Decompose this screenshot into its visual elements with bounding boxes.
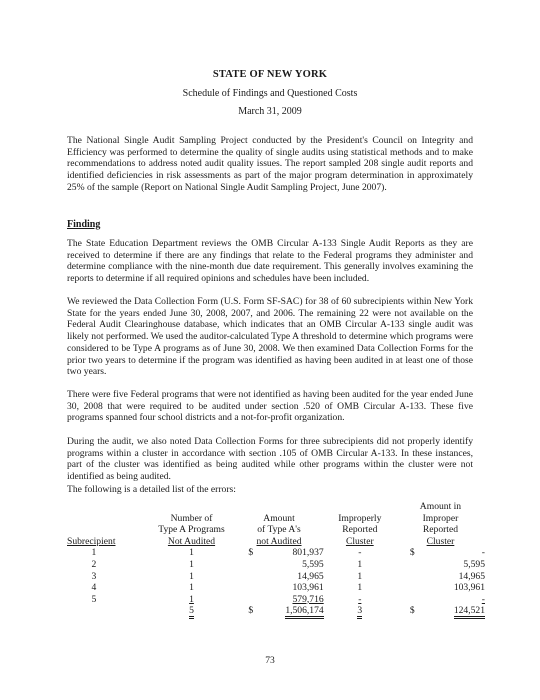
header-line: Cluster xyxy=(426,535,455,547)
page-number: 73 xyxy=(265,655,275,666)
value-improper: 1 xyxy=(357,558,363,570)
cell-programs xyxy=(149,559,235,571)
value-amount: 579,716 xyxy=(292,593,324,605)
header-amount xyxy=(234,501,323,547)
paragraph-federal-programs: There were five Federal programs that were not identified as having been audited for the year ended June 30, 2008 that were required to be audited under section .520 of OMB Circular A-133. These five programs spanned four school districts and a not-for-profit organization. xyxy=(67,389,473,424)
header-line xyxy=(234,501,323,513)
cell-improper xyxy=(324,594,396,606)
cell-subrecipient: 3 xyxy=(91,570,97,582)
table-row xyxy=(67,582,485,594)
cell-subrecipient: 1 xyxy=(91,547,97,559)
finding-heading: Finding xyxy=(67,219,101,230)
cell-improper-amount xyxy=(396,582,485,594)
value-amount: 14,965 xyxy=(297,570,324,582)
cell-improper xyxy=(324,571,396,583)
header-programs xyxy=(149,501,235,547)
cell-improper-amount xyxy=(396,547,485,559)
value-programs: 1 xyxy=(189,593,194,605)
cell-improper-amount xyxy=(396,559,485,571)
header-line: Reported xyxy=(342,524,378,536)
value-programs: 1 xyxy=(189,547,194,559)
header-line: Improper xyxy=(422,512,459,524)
table-header-row xyxy=(67,501,485,547)
header-line: Amount xyxy=(263,512,295,524)
paragraph-review: The State Education Department reviews the OMB Circular A-133 Single Audit Reports as they are received to determine if there are any findings that relate to the Federal programs they administer and determine compliance with the nine-month due date requirement. This generally involves examining the reports to determine if all required opinions and schedules have been included. xyxy=(67,238,473,285)
header-line xyxy=(67,524,149,536)
value-improper: - xyxy=(358,593,362,605)
currency-symbol: $ xyxy=(248,547,254,559)
table-row xyxy=(67,559,485,571)
cell-total-improper-amount xyxy=(396,605,485,617)
header-line: Not Audited xyxy=(167,535,216,547)
cell-subrecipient: 4 xyxy=(91,582,97,594)
cell-total-improper xyxy=(324,605,396,617)
cell-total-label xyxy=(67,605,149,617)
currency-symbol: $ xyxy=(248,605,254,617)
value-amount: 5,595 xyxy=(302,558,324,570)
cell-total-amount xyxy=(234,605,323,617)
intro-paragraph: The National Single Audit Sampling Project conducted by the President's Council on Integrity and Efficiency was performed to determine the quality of single audits using statistical methods and to make recommendations to address noted audit quality issues. The report sampled 208 single audit reports and identified deficiencies in risk assessments as part of the major program determination in approximately 25% of the sample (Report on National Single Audit Sampling Project, June 2007). xyxy=(67,135,473,193)
page-subtitle: Schedule of Findings and Questioned Costs xyxy=(182,88,358,99)
cell-amount xyxy=(234,582,323,594)
value-improper: - xyxy=(358,547,362,559)
value-improper-amount: 103,961 xyxy=(453,582,485,594)
total-improper: 3 xyxy=(357,605,362,619)
value-programs: 1 xyxy=(189,570,194,582)
paragraph-list-intro: The following is a detailed list of the errors: xyxy=(67,484,236,495)
value-improper-amount: 14,965 xyxy=(458,570,485,582)
currency-symbol: $ xyxy=(409,547,415,559)
cell-amount xyxy=(234,594,323,606)
header-line: Amount in xyxy=(419,501,462,512)
value-amount: 801,937 xyxy=(292,547,324,559)
cell-programs xyxy=(149,547,235,559)
total-programs: 5 xyxy=(189,605,194,619)
header-line: Number of xyxy=(170,512,213,524)
cell-improper xyxy=(324,582,396,594)
value-amount: 103,961 xyxy=(292,582,324,594)
cell-programs xyxy=(149,594,235,606)
cell-subrecipient: 5 xyxy=(91,593,97,605)
header-line: Subrecipient xyxy=(67,535,116,547)
page-date: March 31, 2009 xyxy=(238,106,302,117)
header-subrecipient xyxy=(67,501,149,547)
cell-subrecipient: 2 xyxy=(91,558,97,570)
value-improper-amount: - xyxy=(481,593,485,605)
table-row xyxy=(67,571,485,583)
table-total-row xyxy=(67,605,485,617)
paragraph-cluster: During the audit, we also noted Data Collection Forms for three subrecipients did not properly identify programs within a cluster in accordance with section .105 of OMB Circular A-133. In these instances, part of the cluster was identified as being audited while other programs within the cluster were not identified as being audited. xyxy=(67,436,473,483)
cell-improper-amount xyxy=(396,571,485,583)
header-improper xyxy=(324,501,396,547)
cell-amount xyxy=(234,559,323,571)
errors-table xyxy=(67,501,485,617)
header-line: of Type A's xyxy=(257,524,301,536)
value-programs: 1 xyxy=(189,582,194,594)
header-line xyxy=(67,513,149,525)
value-improper-amount: 5,595 xyxy=(463,558,485,570)
header-line xyxy=(324,501,396,513)
header-line: Reported xyxy=(422,524,459,536)
table-row xyxy=(67,547,485,559)
cell-programs xyxy=(149,571,235,583)
cell-amount xyxy=(234,547,323,559)
value-improper: 1 xyxy=(357,570,363,582)
currency-symbol: $ xyxy=(409,605,415,617)
cell-improper-amount xyxy=(396,594,485,606)
cell-improper xyxy=(324,547,396,559)
total-amount: 1,506,174 xyxy=(285,605,323,619)
paragraph-data-collection: We reviewed the Data Collection Form (U.S. Form SF-SAC) for 38 of 60 subrecipients within New York State for the years ended June 30, 2008, 2007, and 2006. The remaining 22 were not available on the Federal Audit Clearinghouse database, which indicates that an OMB Circular A-133 single audit was likely not performed. We used the auditor-calculated Type A threshold to determine which programs were considered to be Type A programs as of June 30, 2008. We then examined Data Collection Forms for the prior two years to determine if the program was identified as having been audited in at least one of those two years. xyxy=(67,296,473,378)
total-improper-amount: 124,521 xyxy=(454,605,485,619)
table-row xyxy=(67,594,485,606)
value-improper: 1 xyxy=(357,582,363,594)
header-improper-amount xyxy=(396,501,485,547)
header-line: not Audited xyxy=(256,535,302,547)
header-line: Improperly xyxy=(338,512,382,524)
cell-amount xyxy=(234,571,323,583)
value-programs: 1 xyxy=(189,558,194,570)
cell-programs xyxy=(149,582,235,594)
cell-total-programs xyxy=(149,605,235,617)
header-line: Type A Programs xyxy=(158,524,225,536)
header-line: Cluster xyxy=(345,535,374,547)
header-line xyxy=(149,501,235,513)
page-title: STATE OF NEW YORK xyxy=(212,69,328,80)
value-improper-amount: - xyxy=(481,547,485,559)
cell-improper xyxy=(324,559,396,571)
